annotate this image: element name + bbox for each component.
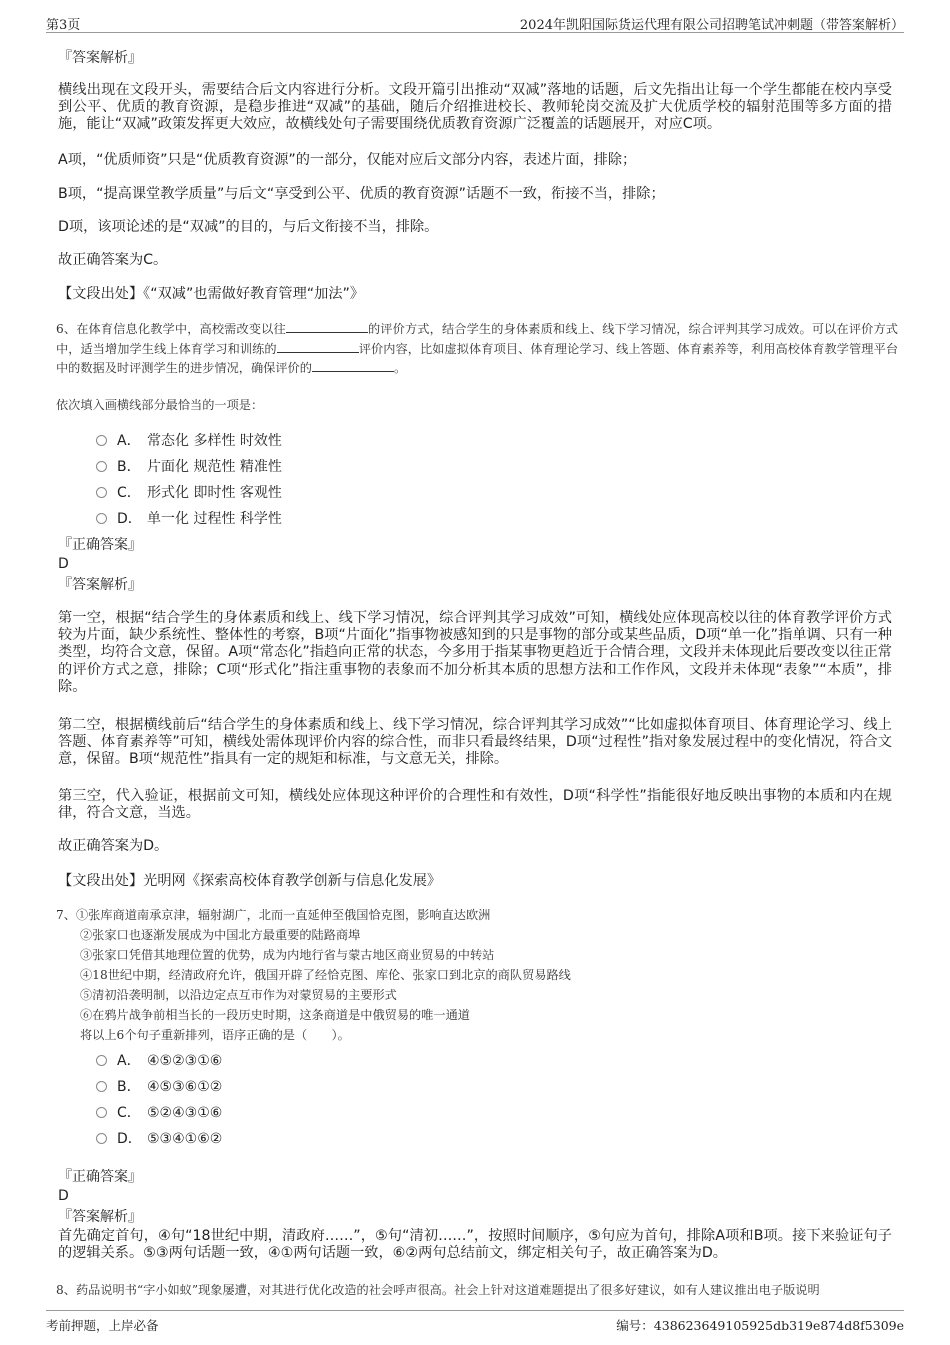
radio-icon[interactable] <box>96 1133 107 1144</box>
option-text: ⑤③④①⑥② <box>147 1131 223 1147</box>
option-b[interactable] <box>96 1076 222 1096</box>
option-b[interactable] <box>96 456 282 476</box>
stem-part: 评价内容，比如虚拟体育项目、体育理论学习、线上答题、体育素养等，利用高校体育教学管理平台中的数据及时评测学生的进步情况，确保评价的 <box>56 341 899 376</box>
option-c[interactable] <box>96 1102 222 1122</box>
radio-icon[interactable] <box>96 435 107 446</box>
footer-slogan: 考前押题，上岸必备 <box>46 1318 159 1333</box>
radio-icon[interactable] <box>96 1107 107 1118</box>
option-c[interactable] <box>96 482 282 502</box>
correct-answer: D <box>58 1188 69 1204</box>
sentence-line: ③张家口凭借其地理位置的优势，成为内地行省与蒙古地区商业贸易的中转站 <box>80 948 495 962</box>
option-text: 常态化 多样性 时效性 <box>147 433 282 449</box>
radio-icon[interactable] <box>96 1055 107 1066</box>
answer-tag: 『正确答案』 <box>58 1169 142 1185</box>
analysis-paragraph: 横线出现在文段开头，需要结合后文内容进行分析。文段开篇引出推动“双减”落地的话题，后文先指出让每一个学生都能在校内享受到公平、优质的教育资源，是稳步推进“双减”的基础，随后介绍推进校长、教师轮岗交流及扩大优质学校的辐射范围等多方面的措施，能让“双减”政策发挥更大效应，故横线处句子需要围绕优质教育资源广泛覆盖的话题展开，对应C项。 <box>58 82 892 133</box>
analysis-paragraph: 第二空，根据横线前后“结合学生的身体素质和线上、线下学习情况，综合评判其学习成效”“比如虚拟体育项目、体育理论学习、线上答题、体育素养等”可知，横线处需体现评价内容的综合性，而非只看最终结果，D项“过程性”指对象发展过程中的变化情况，符合文意，保留。B项“规范性”指具有一定的规矩和标准，与文意无关，排除。 <box>58 717 892 768</box>
analysis-tag: 『答案解析』 <box>58 1209 142 1225</box>
option-text: ⑤②④③①⑥ <box>147 1105 223 1121</box>
question-prompt: 将以上6个句子重新排列，语序正确的是（ ）。 <box>80 1028 350 1042</box>
document-title: 2024年凯阳国际货运代理有限公司招聘笔试冲刺题（带答案解析） <box>519 18 904 33</box>
analysis-paragraph: 第一空，根据“结合学生的身体素质和线上、线下学习情况，综合评判其学习成效”可知，横线处应体现高校以往的体育教学评价方式较为片面，缺少系统性、整体性的考察，B项“片面化”指事物被感知到的只是事物的部分或某些品质，D项“单一化”指单调、只有一种类型，均符合文意，保留。A项“常态化”指趋向正常的状态，今多用于指某事物更趋近于合情合理，文段并未体现此后要改变以往正常的评价方式之意，排除；C项“形式化”指注重事物的表象而不加分析其本质的思想方法和工作作风，文段并未体现“表象”“本质”，排除。 <box>58 610 892 695</box>
page-header <box>46 12 904 33</box>
option-text: ④⑤②③①⑥ <box>147 1053 223 1069</box>
sentence-line: ⑤清初沿袭明制，以沿边定点互市作为对蒙贸易的主要形式 <box>80 988 397 1002</box>
option-label: B． <box>117 459 141 475</box>
radio-icon[interactable] <box>96 513 107 524</box>
option-label: A． <box>117 433 141 449</box>
page-number: 第3页 <box>46 18 81 33</box>
option-label: C． <box>117 1105 141 1121</box>
sentence-line: 7、①张库商道南承京津，辐射湖广，北而一直延伸至俄国恰克图，影响直达欧洲 <box>56 908 491 922</box>
source-citation: 【文段出处】《“双减”也需做好教育管理“加法”》 <box>58 286 365 302</box>
question-6-stem <box>56 320 898 379</box>
fill-blank <box>312 359 394 372</box>
analysis-tag: 『答案解析』 <box>58 577 142 593</box>
correct-answer-text: 故正确答案为D。 <box>58 838 169 854</box>
analysis-paragraph: B项，“提高课堂教学质量”与后文“享受到公平、优质的教育资源”话题不一致，衔接不当，排除； <box>58 186 665 202</box>
option-text: 单一化 过程性 科学性 <box>147 511 282 527</box>
sentence-line: ②张家口也逐渐发展成为中国北方最重要的陆路商埠 <box>80 928 361 942</box>
analysis-paragraph: 首先确定首句，④句“18世纪中期，清政府……”，⑤句“清初……”，按照时间顺序，⑤句应为首句，排除A项和B项。接下来验证句子的逻辑关系。⑤③两句话题一致，④①两句话题一致，⑥②两句总结前文，绑定相关句子，故正确答案为D。 <box>58 1228 892 1262</box>
stem-part: 的评价方式，结合学生的身体素质和线上、线下学习情况，综合评判其学习成效。可以在评价方式中，适当增加学生线上体育学习和训练的 <box>56 322 898 356</box>
radio-icon[interactable] <box>96 487 107 498</box>
option-d[interactable] <box>96 508 282 528</box>
analysis-paragraph: A项，“优质师资”只是“优质教育资源”的一部分，仅能对应后文部分内容，表述片面，排除； <box>58 152 637 168</box>
source-citation: 【文段出处】光明网《探索高校体育教学创新与信息化发展》 <box>58 873 442 889</box>
fill-blank <box>286 320 368 333</box>
radio-icon[interactable] <box>96 461 107 472</box>
question-7-stem <box>56 905 898 1045</box>
option-text: 形式化 即时性 客观性 <box>147 485 282 501</box>
option-d[interactable] <box>96 1128 222 1148</box>
sentence-line: ④18世纪中期，经清政府允许，俄国开辟了经恰克图、库伦、张家口到北京的商队贸易路线 <box>80 968 571 982</box>
option-label: B． <box>117 1079 141 1095</box>
correct-answer: D <box>58 556 69 572</box>
option-label: A． <box>117 1053 141 1069</box>
correct-answer-text: 故正确答案为C。 <box>58 252 168 268</box>
fill-blank <box>277 340 359 353</box>
analysis-paragraph: D项，该项论述的是“双减”的目的，与后文衔接不当，排除。 <box>58 219 439 235</box>
analysis-tag: 『答案解析』 <box>58 50 142 66</box>
analysis-paragraph: 第三空，代入验证，根据前文可知，横线处应体现这种评价的合理性和有效性，D项“科学性”指能很好地反映出事物的本质和内在规律，符合文意，当选。 <box>58 788 892 822</box>
option-a[interactable] <box>96 1050 222 1070</box>
option-label: D． <box>117 1131 142 1147</box>
option-text: 片面化 规范性 精准性 <box>147 459 282 475</box>
option-text: ④⑤③⑥①② <box>147 1079 223 1095</box>
option-a[interactable] <box>96 430 282 450</box>
document-id: 编号：438623649105925db319e874d8f5309e <box>616 1318 904 1333</box>
stem-part: 。 <box>393 361 407 376</box>
option-label: D． <box>117 511 142 527</box>
answer-tag: 『正确答案』 <box>58 537 142 553</box>
sentence-line: ⑥在鸦片战争前相当长的一段历史时期，这条商道是中俄贸易的唯一通道 <box>80 1008 470 1022</box>
question-8-stem: 8、药品说明书“字小如蚁”现象屡遭，对其进行优化改造的社会呼声很高。社会上针对这道难题提出了很多好建议，如有人建议推出电子版说明 <box>56 1283 820 1297</box>
option-label: C． <box>117 485 141 501</box>
radio-icon[interactable] <box>96 1081 107 1092</box>
question-prompt: 依次填入画横线部分最恰当的一项是： <box>56 398 264 412</box>
stem-part: 6、在体育信息化教学中，高校需改变以往 <box>56 322 286 336</box>
page-footer <box>46 1310 904 1335</box>
